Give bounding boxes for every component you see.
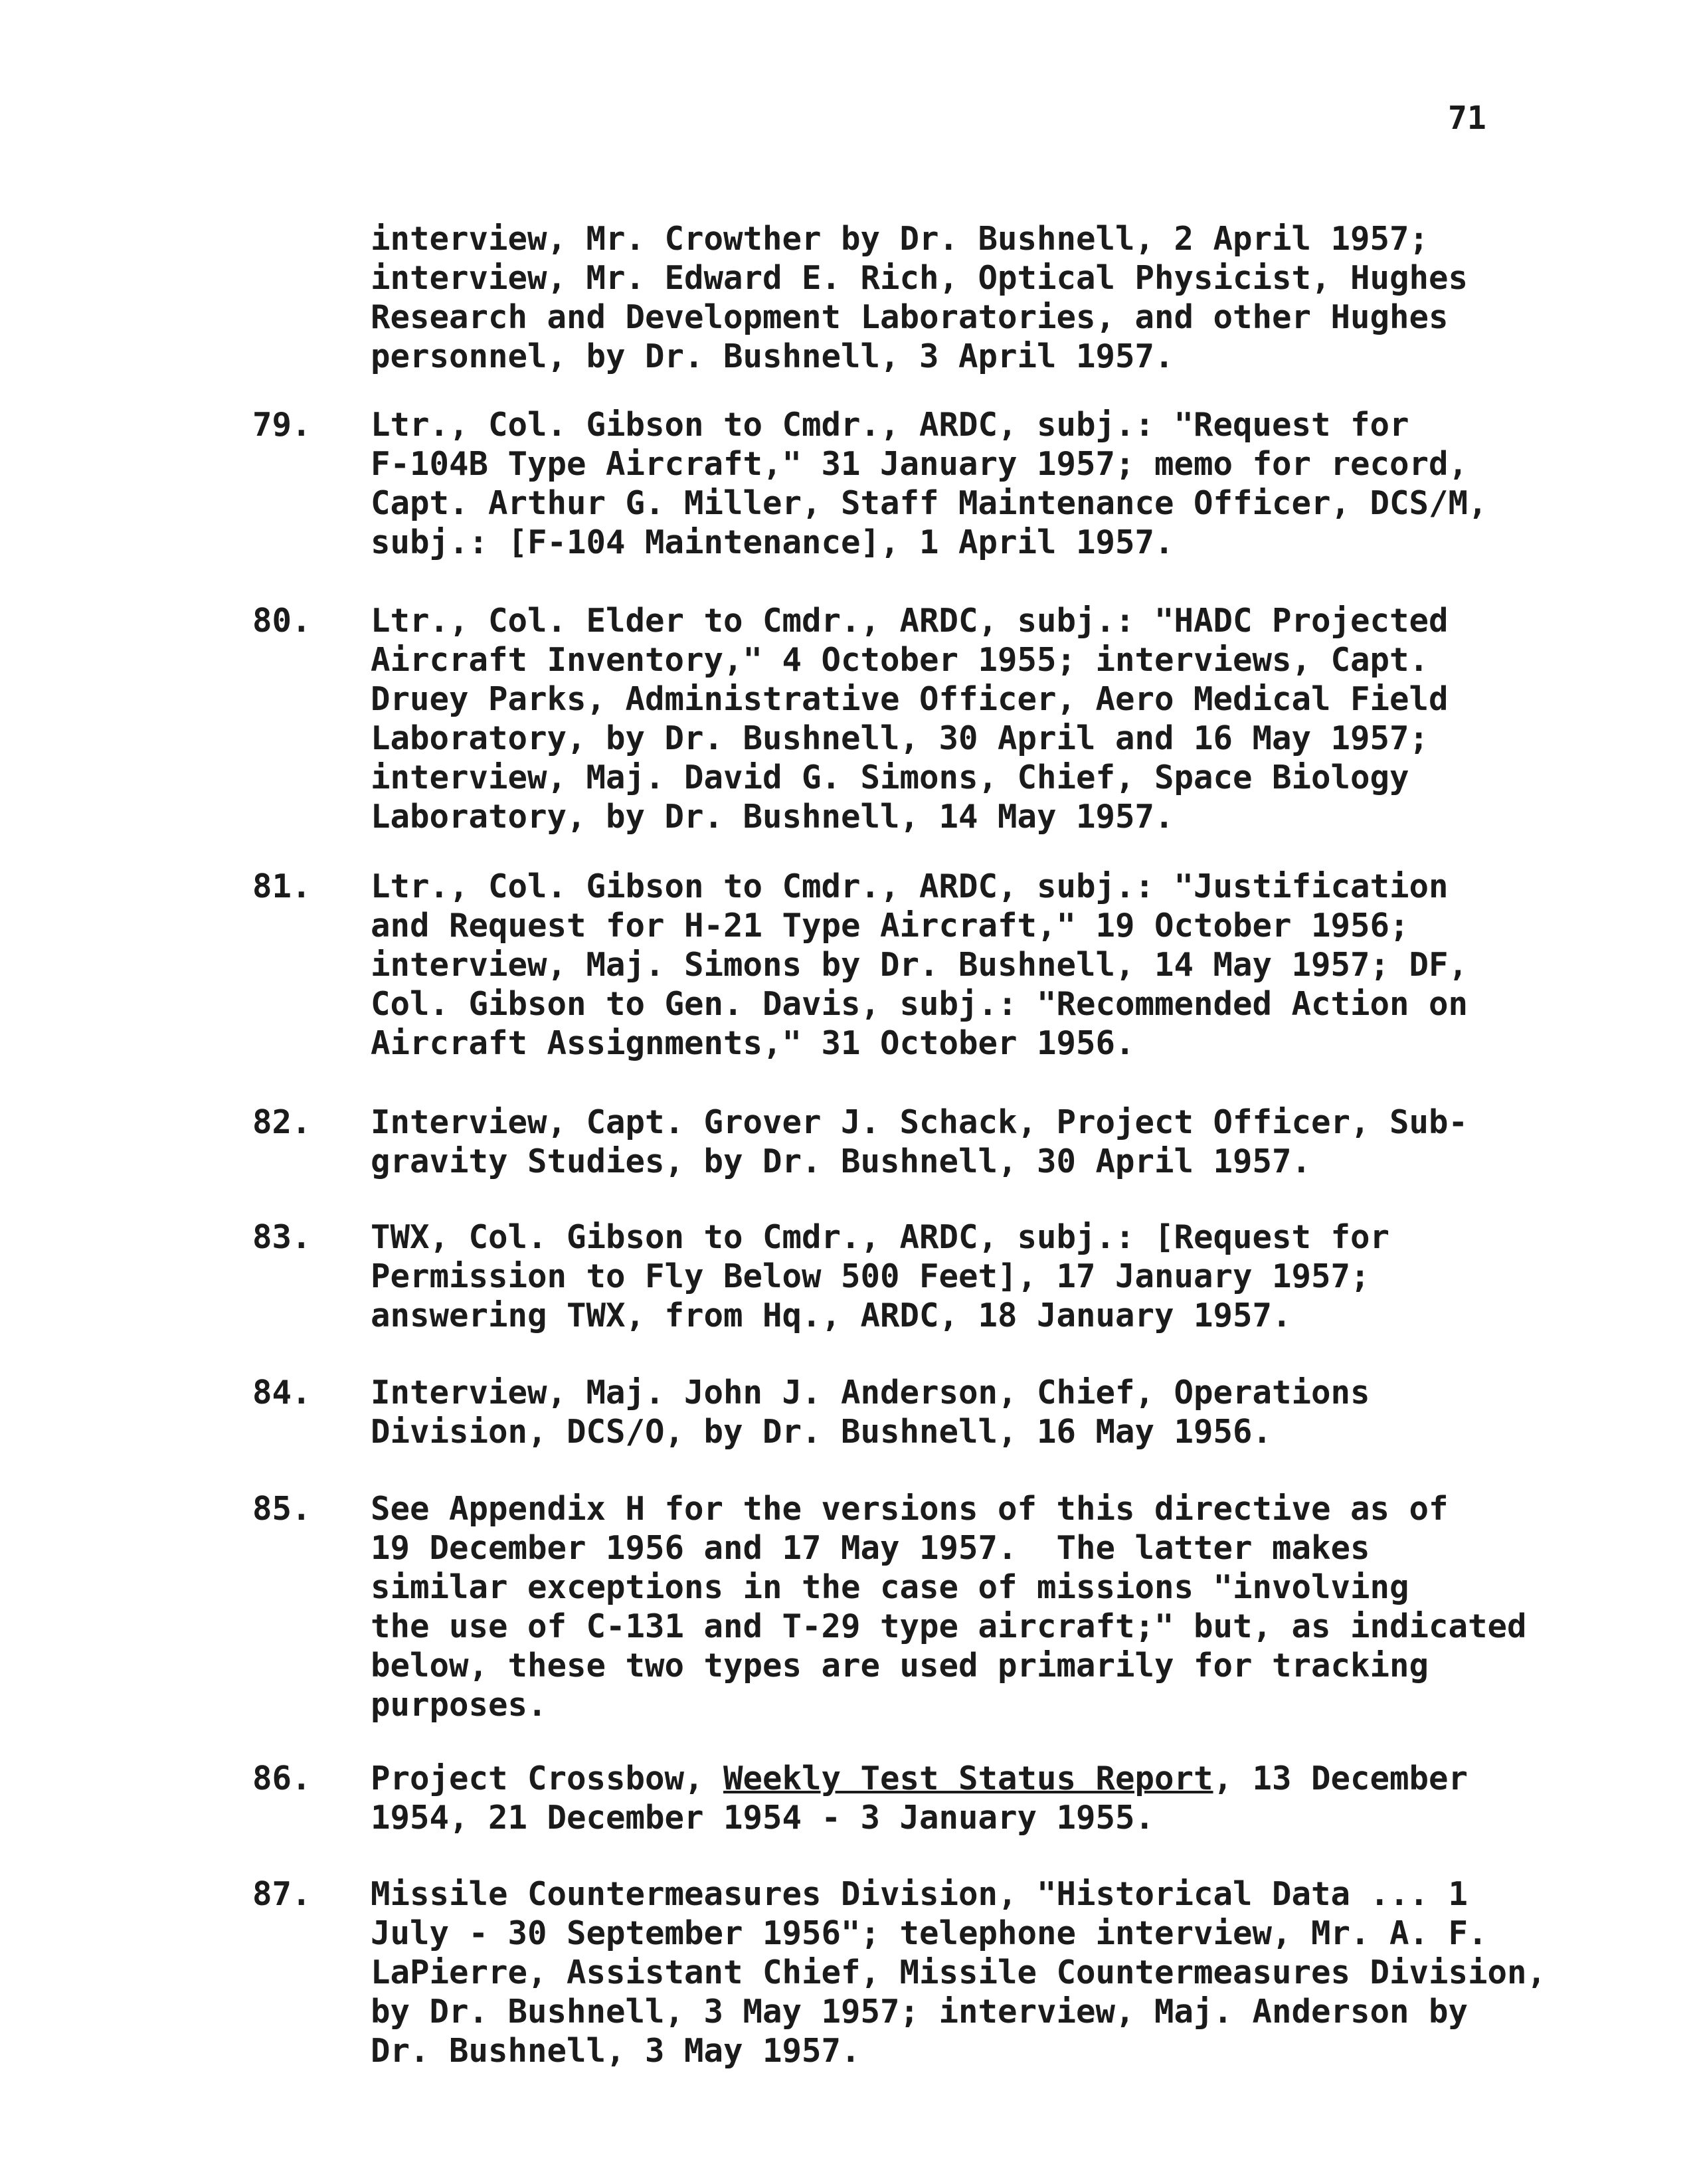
- note-line: answering TWX, from Hq., ARDC, 18 January 1957.: [371, 1297, 1292, 1334]
- note-line: LaPierre, Assistant Chief, Missile Countermeasures Division,: [371, 1954, 1547, 1991]
- note-number: 84.: [252, 1374, 312, 1411]
- note-text: [371, 867, 1633, 1063]
- note-line: Ltr., Col. Gibson to Cmdr., ARDC, subj.: "Justification: [371, 867, 1449, 905]
- note-line: interview, Mr. Edward E. Rich, Optical Physicist, Hughes: [371, 259, 1468, 297]
- note-text: [371, 1489, 1633, 1724]
- note-line: 19 December 1956 and 17 May 1957. The latter makes: [371, 1529, 1370, 1567]
- note-text: [371, 1218, 1633, 1335]
- note-number: 83.: [252, 1218, 312, 1256]
- note-number: 82.: [252, 1103, 312, 1141]
- note-line: Capt. Arthur G. Miller, Staff Maintenance Officer, DCS/M,: [371, 484, 1488, 522]
- note-number: 86.: [252, 1760, 312, 1797]
- note-line: interview, Maj. Simons by Dr. Bushnell, 14 May 1957; DF,: [371, 946, 1468, 984]
- note-line-suffix: , 13 December: [1213, 1760, 1468, 1797]
- note-line: Druey Parks, Administrative Officer, Aero Medical Field: [371, 680, 1449, 718]
- note-line: 1954, 21 December 1954 - 3 January 1955.: [371, 1799, 1155, 1837]
- note-line: Interview, Maj. John J. Anderson, Chief, Operations: [371, 1374, 1370, 1411]
- note-line: interview, Mr. Crowther by Dr. Bushnell, 2 April 1957;: [371, 220, 1429, 258]
- note-line-prefix: Project Crossbow,: [371, 1760, 724, 1797]
- note-line: Aircraft Inventory," 4 October 1955; interviews, Capt.: [371, 641, 1429, 679]
- note-line: similar exceptions in the case of missions "involving: [371, 1568, 1409, 1606]
- note-line: and Request for H-21 Type Aircraft," 19 October 1956;: [371, 907, 1409, 945]
- note-line: gravity Studies, by Dr. Bushnell, 30 April 1957.: [371, 1142, 1312, 1180]
- note-number: 85.: [252, 1490, 312, 1528]
- note-line: purposes.: [371, 1686, 547, 1724]
- note-line: TWX, Col. Gibson to Cmdr., ARDC, subj.: [Request for: [371, 1218, 1390, 1256]
- page-number: 71: [1448, 100, 1486, 137]
- note-text: [371, 1103, 1633, 1181]
- note-line: below, these two types are used primarily for tracking: [371, 1647, 1429, 1684]
- note-line: July - 30 September 1956"; telephone interview, Mr. A. F.: [371, 1914, 1488, 1952]
- note-line: Laboratory, by Dr. Bushnell, 30 April and 16 May 1957;: [371, 719, 1429, 757]
- note-line: personnel, by Dr. Bushnell, 3 April 1957.: [371, 337, 1174, 375]
- note-text: [371, 1373, 1633, 1451]
- note-line: Research and Development Laboratories, and other Hughes: [371, 298, 1449, 336]
- note-text: [371, 601, 1633, 836]
- note-line: Ltr., Col. Gibson to Cmdr., ARDC, subj.: "Request for: [371, 406, 1409, 444]
- note-line: Dr. Bushnell, 3 May 1957.: [371, 2032, 861, 2070]
- note-line: Laboratory, by Dr. Bushnell, 14 May 1957.: [371, 798, 1174, 836]
- note-line: Col. Gibson to Gen. Davis, subj.: "Recommended Action on: [371, 985, 1468, 1023]
- note-line: by Dr. Bushnell, 3 May 1957; interview, Maj. Anderson by: [371, 1993, 1468, 2031]
- note-text: [371, 405, 1633, 562]
- note-line: Missile Countermeasures Division, "Historical Data ... 1: [371, 1875, 1468, 1913]
- note-number: 87.: [252, 1875, 312, 1913]
- note-line: [371, 1759, 1633, 1798]
- note-text: [371, 219, 1633, 376]
- note-line: the use of C-131 and T-29 type aircraft;" but, as indicated: [371, 1607, 1527, 1645]
- note-line: Permission to Fly Below 500 Feet], 17 January 1957;: [371, 1257, 1370, 1295]
- note-line: subj.: [F-104 Maintenance], 1 April 1957.: [371, 523, 1174, 561]
- note-line: interview, Maj. David G. Simons, Chief, Space Biology: [371, 759, 1409, 796]
- note-line: Aircraft Assignments," 31 October 1956.: [371, 1024, 1135, 1062]
- note-number: 79.: [252, 406, 312, 444]
- note-line: Ltr., Col. Elder to Cmdr., ARDC, subj.: "HADC Projected: [371, 602, 1449, 640]
- note-line: See Appendix H for the versions of this directive as of: [371, 1490, 1449, 1528]
- note-line: Interview, Capt. Grover J. Schack, Project Officer, Sub-: [371, 1103, 1468, 1141]
- report-title: Weekly Test Status Report: [723, 1760, 1213, 1797]
- note-text: [371, 1759, 1633, 1837]
- note-number: 81.: [252, 867, 312, 905]
- note-line: Division, DCS/O, by Dr. Bushnell, 16 May 1956.: [371, 1413, 1273, 1451]
- note-text: [371, 1874, 1633, 2070]
- note-number: 80.: [252, 602, 312, 640]
- note-line: F-104B Type Aircraft," 31 January 1957; memo for record,: [371, 445, 1468, 483]
